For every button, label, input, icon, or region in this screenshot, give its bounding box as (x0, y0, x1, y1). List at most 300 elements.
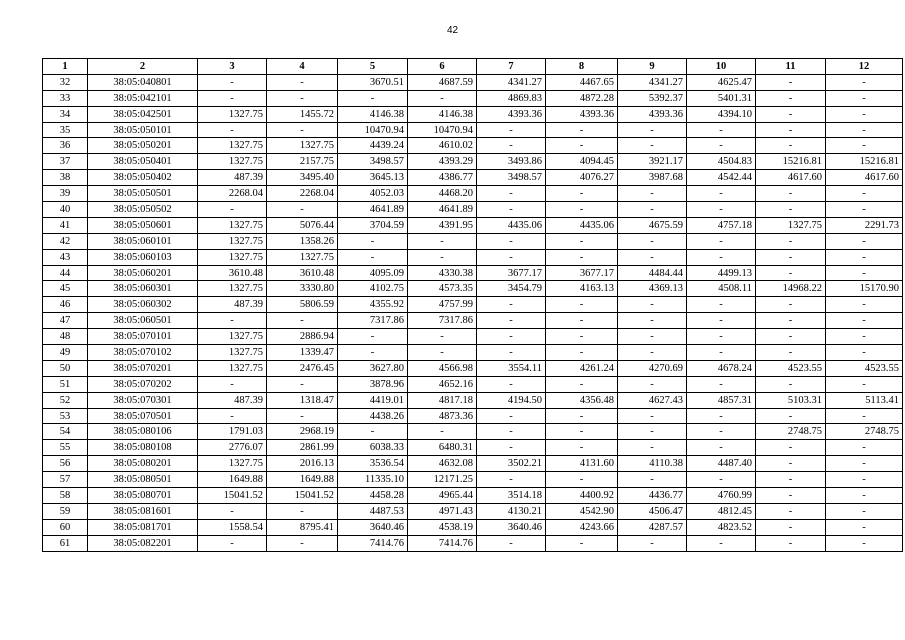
table-row (43, 408, 903, 424)
value-cell: - (756, 74, 826, 90)
value-cell: - (546, 345, 618, 361)
value-cell: 487.39 (198, 170, 267, 186)
cadastral-number-cell: 38:05:040801 (88, 74, 198, 90)
value-cell: - (826, 249, 903, 265)
value-cell: 4393.36 (618, 106, 687, 122)
cadastral-number-cell: 38:05:082201 (88, 535, 198, 551)
cadastral-number-cell: 38:05:050101 (88, 122, 198, 138)
value-cell: 4817.18 (408, 392, 477, 408)
row-number-cell: 45 (43, 281, 88, 297)
value-cell: 2157.75 (267, 154, 338, 170)
value-cell: - (546, 249, 618, 265)
cadastral-number-cell: 38:05:070101 (88, 329, 198, 345)
cadastral-number-cell: 38:05:060301 (88, 281, 198, 297)
value-cell: - (618, 329, 687, 345)
value-cell: 2776.07 (198, 440, 267, 456)
value-cell: 3921.17 (618, 154, 687, 170)
value-cell: - (267, 408, 338, 424)
cadastral-number-cell: 38:05:070201 (88, 360, 198, 376)
cadastral-number-cell: 38:05:060201 (88, 265, 198, 281)
table-row (43, 297, 903, 313)
value-cell: 4435.06 (546, 217, 618, 233)
value-cell: - (338, 345, 408, 361)
value-cell: 3514.18 (477, 488, 546, 504)
value-cell: 4857.31 (687, 392, 756, 408)
column-header: 2 (88, 59, 198, 75)
value-cell: - (826, 233, 903, 249)
value-cell: - (198, 503, 267, 519)
column-header: 11 (756, 59, 826, 75)
value-cell: 15170.90 (826, 281, 903, 297)
value-cell: - (687, 122, 756, 138)
value-cell: 4400.92 (546, 488, 618, 504)
value-cell: - (826, 313, 903, 329)
row-number-cell: 37 (43, 154, 88, 170)
table-row (43, 376, 903, 392)
value-cell: 7317.86 (408, 313, 477, 329)
value-cell: 4356.48 (546, 392, 618, 408)
value-cell: - (477, 249, 546, 265)
row-number-cell: 55 (43, 440, 88, 456)
table-row (43, 74, 903, 90)
value-cell: - (756, 90, 826, 106)
value-cell: 10470.94 (408, 122, 477, 138)
value-cell: 4393.29 (408, 154, 477, 170)
value-cell: 4542.90 (546, 503, 618, 519)
value-cell: 1327.75 (198, 456, 267, 472)
value-cell: 2476.45 (267, 360, 338, 376)
value-cell: - (267, 74, 338, 90)
row-number-cell: 39 (43, 186, 88, 202)
value-cell: - (826, 297, 903, 313)
value-cell: - (826, 202, 903, 218)
value-cell: - (826, 519, 903, 535)
table-row (43, 233, 903, 249)
cadastral-number-cell: 38:05:070301 (88, 392, 198, 408)
value-cell: 1358.26 (267, 233, 338, 249)
value-cell: 4760.99 (687, 488, 756, 504)
value-cell: 5113.41 (826, 392, 903, 408)
value-cell: - (756, 503, 826, 519)
row-number-cell: 52 (43, 392, 88, 408)
value-cell: 4625.47 (687, 74, 756, 90)
value-cell: - (198, 90, 267, 106)
value-cell: 4436.77 (618, 488, 687, 504)
value-cell: 4146.38 (338, 106, 408, 122)
value-cell: - (826, 456, 903, 472)
row-number-cell: 33 (43, 90, 88, 106)
value-cell: 4632.08 (408, 456, 477, 472)
value-cell: 1327.75 (198, 329, 267, 345)
value-cell: - (267, 122, 338, 138)
value-cell: - (198, 408, 267, 424)
value-cell: - (826, 408, 903, 424)
value-cell: - (546, 122, 618, 138)
value-cell: 487.39 (198, 297, 267, 313)
column-header: 9 (618, 59, 687, 75)
value-cell: - (267, 376, 338, 392)
table-row (43, 90, 903, 106)
column-header: 12 (826, 59, 903, 75)
value-cell: 4573.35 (408, 281, 477, 297)
value-cell: 4341.27 (618, 74, 687, 90)
row-number-cell: 49 (43, 345, 88, 361)
value-cell: 3677.17 (546, 265, 618, 281)
row-number-cell: 60 (43, 519, 88, 535)
column-header: 1 (43, 59, 88, 75)
cadastral-number-cell: 38:05:050501 (88, 186, 198, 202)
value-cell: 3670.51 (338, 74, 408, 90)
value-cell: 4355.92 (338, 297, 408, 313)
cadastral-number-cell: 38:05:042101 (88, 90, 198, 106)
value-cell: 1327.75 (267, 249, 338, 265)
value-cell: - (338, 90, 408, 106)
value-cell: - (618, 408, 687, 424)
value-cell: - (826, 186, 903, 202)
value-cell: 4641.89 (408, 202, 477, 218)
value-cell: 3502.21 (477, 456, 546, 472)
value-cell: 4386.77 (408, 170, 477, 186)
value-cell: - (408, 329, 477, 345)
value-cell: - (546, 202, 618, 218)
value-cell: 8795.41 (267, 519, 338, 535)
value-cell: 4102.75 (338, 281, 408, 297)
value-cell: - (756, 376, 826, 392)
value-cell: - (826, 265, 903, 281)
value-cell: - (756, 106, 826, 122)
value-cell: 4542.44 (687, 170, 756, 186)
value-cell: - (618, 186, 687, 202)
value-cell: - (687, 297, 756, 313)
row-number-cell: 47 (43, 313, 88, 329)
value-cell: - (687, 472, 756, 488)
value-cell: 4394.10 (687, 106, 756, 122)
value-cell: - (756, 408, 826, 424)
value-cell: 2886.94 (267, 329, 338, 345)
value-cell: 4131.60 (546, 456, 618, 472)
row-number-cell: 43 (43, 249, 88, 265)
value-cell: 3554.11 (477, 360, 546, 376)
value-cell: 5392.37 (618, 90, 687, 106)
value-cell: 2861.99 (267, 440, 338, 456)
value-cell: - (477, 297, 546, 313)
value-cell: 3878.96 (338, 376, 408, 392)
value-cell: 4458.28 (338, 488, 408, 504)
column-header: 5 (338, 59, 408, 75)
value-cell: - (198, 202, 267, 218)
value-cell: - (477, 376, 546, 392)
table-row (43, 122, 903, 138)
value-cell: 4538.19 (408, 519, 477, 535)
value-cell: 1339.47 (267, 345, 338, 361)
value-cell: 4391.95 (408, 217, 477, 233)
value-cell: - (756, 313, 826, 329)
cadastral-number-cell: 38:05:080701 (88, 488, 198, 504)
value-cell: 4095.09 (338, 265, 408, 281)
table-row (43, 360, 903, 376)
value-cell: 1791.03 (198, 424, 267, 440)
value-cell: 4610.02 (408, 138, 477, 154)
value-cell: 487.39 (198, 392, 267, 408)
table-row (43, 265, 903, 281)
value-cell: 5076.44 (267, 217, 338, 233)
value-cell: 3498.57 (477, 170, 546, 186)
value-cell: 1558.54 (198, 519, 267, 535)
value-cell: - (546, 472, 618, 488)
value-cell: - (756, 440, 826, 456)
cadastral-number-cell: 38:05:060501 (88, 313, 198, 329)
value-cell: 4873.36 (408, 408, 477, 424)
value-cell: - (687, 233, 756, 249)
cadastral-number-cell: 38:05:080501 (88, 472, 198, 488)
value-cell: - (687, 249, 756, 265)
value-cell: 3677.17 (477, 265, 546, 281)
value-cell: - (687, 202, 756, 218)
value-cell: 1327.75 (198, 233, 267, 249)
row-number-cell: 36 (43, 138, 88, 154)
row-number-cell: 46 (43, 297, 88, 313)
value-cell: - (198, 313, 267, 329)
value-cell: 4823.52 (687, 519, 756, 535)
value-cell: 14968.22 (756, 281, 826, 297)
value-cell: 7317.86 (338, 313, 408, 329)
cadastral-number-cell: 38:05:050601 (88, 217, 198, 233)
value-cell: - (618, 138, 687, 154)
value-cell: - (267, 313, 338, 329)
value-cell: - (687, 376, 756, 392)
value-cell: 4812.45 (687, 503, 756, 519)
cadastral-number-cell: 38:05:081701 (88, 519, 198, 535)
value-cell: - (687, 313, 756, 329)
value-cell: 2968.19 (267, 424, 338, 440)
table-row (43, 154, 903, 170)
value-cell: - (687, 329, 756, 345)
value-cell: 3987.68 (618, 170, 687, 186)
value-cell: - (618, 202, 687, 218)
value-cell: 4094.45 (546, 154, 618, 170)
value-cell: 4757.18 (687, 217, 756, 233)
value-cell: - (546, 408, 618, 424)
table-row (43, 138, 903, 154)
table-row (43, 440, 903, 456)
value-cell: - (756, 329, 826, 345)
value-cell: - (198, 376, 267, 392)
value-cell: 5401.31 (687, 90, 756, 106)
value-cell: 1318.47 (267, 392, 338, 408)
value-cell: - (687, 408, 756, 424)
table-row (43, 345, 903, 361)
value-cell: - (826, 138, 903, 154)
value-cell: 2291.73 (826, 217, 903, 233)
cadastral-number-cell: 38:05:050502 (88, 202, 198, 218)
value-cell: - (687, 345, 756, 361)
value-cell: 2016.13 (267, 456, 338, 472)
value-cell: 4757.99 (408, 297, 477, 313)
page-number: 42 (446, 25, 459, 36)
value-cell: - (477, 408, 546, 424)
cadastral-number-cell: 38:05:060101 (88, 233, 198, 249)
table-row (43, 519, 903, 535)
value-cell: 3640.46 (338, 519, 408, 535)
value-cell: - (408, 345, 477, 361)
value-cell: - (618, 440, 687, 456)
value-cell: 3610.48 (198, 265, 267, 281)
value-cell: 4504.83 (687, 154, 756, 170)
value-cell: - (546, 329, 618, 345)
cadastral-number-cell: 38:05:070102 (88, 345, 198, 361)
value-cell: - (338, 233, 408, 249)
row-number-cell: 42 (43, 233, 88, 249)
value-cell: - (756, 345, 826, 361)
value-cell: - (687, 138, 756, 154)
value-cell: 4261.24 (546, 360, 618, 376)
value-cell: - (826, 329, 903, 345)
table-row (43, 472, 903, 488)
value-cell: - (618, 376, 687, 392)
value-cell: - (408, 233, 477, 249)
value-cell: 1327.75 (198, 249, 267, 265)
value-cell: 1327.75 (198, 281, 267, 297)
value-cell: 1327.75 (198, 217, 267, 233)
column-header: 4 (267, 59, 338, 75)
value-cell: 15041.52 (267, 488, 338, 504)
value-cell: - (756, 472, 826, 488)
value-cell: 4971.43 (408, 503, 477, 519)
value-cell: 4566.98 (408, 360, 477, 376)
value-cell: 4675.59 (618, 217, 687, 233)
value-cell: 4965.44 (408, 488, 477, 504)
cadastral-number-cell: 38:05:060103 (88, 249, 198, 265)
value-cell: 4419.01 (338, 392, 408, 408)
value-cell: - (756, 186, 826, 202)
table-row (43, 281, 903, 297)
value-cell: - (546, 186, 618, 202)
row-number-cell: 61 (43, 535, 88, 551)
value-cell: - (756, 535, 826, 551)
data-table (42, 58, 903, 552)
value-cell: - (618, 249, 687, 265)
value-cell: 1327.75 (198, 345, 267, 361)
value-cell: - (408, 90, 477, 106)
value-cell: - (826, 472, 903, 488)
value-cell: - (546, 440, 618, 456)
value-cell: - (618, 122, 687, 138)
value-cell: - (826, 90, 903, 106)
row-number-cell: 51 (43, 376, 88, 392)
value-cell: 3627.80 (338, 360, 408, 376)
row-number-cell: 35 (43, 122, 88, 138)
value-cell: - (756, 297, 826, 313)
value-cell: 4130.21 (477, 503, 546, 519)
value-cell: 1327.75 (756, 217, 826, 233)
table-row (43, 106, 903, 122)
value-cell: - (826, 503, 903, 519)
value-cell: 1649.88 (198, 472, 267, 488)
column-header: 7 (477, 59, 546, 75)
value-cell: 3495.40 (267, 170, 338, 186)
cadastral-number-cell: 38:05:050402 (88, 170, 198, 186)
value-cell: - (826, 74, 903, 90)
value-cell: 6480.31 (408, 440, 477, 456)
column-header: 8 (546, 59, 618, 75)
row-number-cell: 54 (43, 424, 88, 440)
value-cell: 3493.86 (477, 154, 546, 170)
table-header-row (43, 59, 903, 75)
cadastral-number-cell: 38:05:042501 (88, 106, 198, 122)
value-cell: 11335.10 (338, 472, 408, 488)
value-cell: - (826, 488, 903, 504)
value-cell: 6038.33 (338, 440, 408, 456)
value-cell: 4393.36 (546, 106, 618, 122)
value-cell: - (477, 535, 546, 551)
column-header: 10 (687, 59, 756, 75)
row-number-cell: 38 (43, 170, 88, 186)
value-cell: - (408, 249, 477, 265)
value-cell: 4872.28 (546, 90, 618, 106)
value-cell: 4393.36 (477, 106, 546, 122)
value-cell: 3645.13 (338, 170, 408, 186)
row-number-cell: 44 (43, 265, 88, 281)
value-cell: - (477, 472, 546, 488)
cadastral-number-cell: 38:05:080108 (88, 440, 198, 456)
value-cell: - (826, 345, 903, 361)
value-cell: 4484.44 (618, 265, 687, 281)
value-cell: - (477, 440, 546, 456)
value-cell: 1327.75 (198, 360, 267, 376)
value-cell: 4194.50 (477, 392, 546, 408)
table-row (43, 535, 903, 551)
value-cell: 4869.83 (477, 90, 546, 106)
value-cell: - (477, 122, 546, 138)
value-cell: - (477, 202, 546, 218)
row-number-cell: 56 (43, 456, 88, 472)
value-cell: - (546, 138, 618, 154)
value-cell: - (756, 519, 826, 535)
cadastral-number-cell: 38:05:081601 (88, 503, 198, 519)
value-cell: 4687.59 (408, 74, 477, 90)
value-cell: - (687, 186, 756, 202)
table-row (43, 329, 903, 345)
value-cell: - (477, 345, 546, 361)
value-cell: - (477, 138, 546, 154)
value-cell: 4499.13 (687, 265, 756, 281)
value-cell: 4270.69 (618, 360, 687, 376)
value-cell: 4341.27 (477, 74, 546, 90)
cadastral-number-cell: 38:05:070202 (88, 376, 198, 392)
value-cell: - (756, 202, 826, 218)
value-cell: 10470.94 (338, 122, 408, 138)
value-cell: 2268.04 (267, 186, 338, 202)
value-cell: 4435.06 (477, 217, 546, 233)
cadastral-number-cell: 38:05:080106 (88, 424, 198, 440)
value-cell: 15216.81 (826, 154, 903, 170)
column-header: 3 (198, 59, 267, 75)
table-row (43, 170, 903, 186)
column-header: 6 (408, 59, 477, 75)
value-cell: 3640.46 (477, 519, 546, 535)
cadastral-number-cell: 38:05:080201 (88, 456, 198, 472)
table-row (43, 313, 903, 329)
value-cell: - (756, 138, 826, 154)
value-cell: - (198, 74, 267, 90)
row-number-cell: 41 (43, 217, 88, 233)
value-cell: - (618, 233, 687, 249)
value-cell: - (618, 472, 687, 488)
value-cell: - (267, 535, 338, 551)
value-cell: - (546, 313, 618, 329)
value-cell: - (618, 297, 687, 313)
value-cell: - (756, 488, 826, 504)
